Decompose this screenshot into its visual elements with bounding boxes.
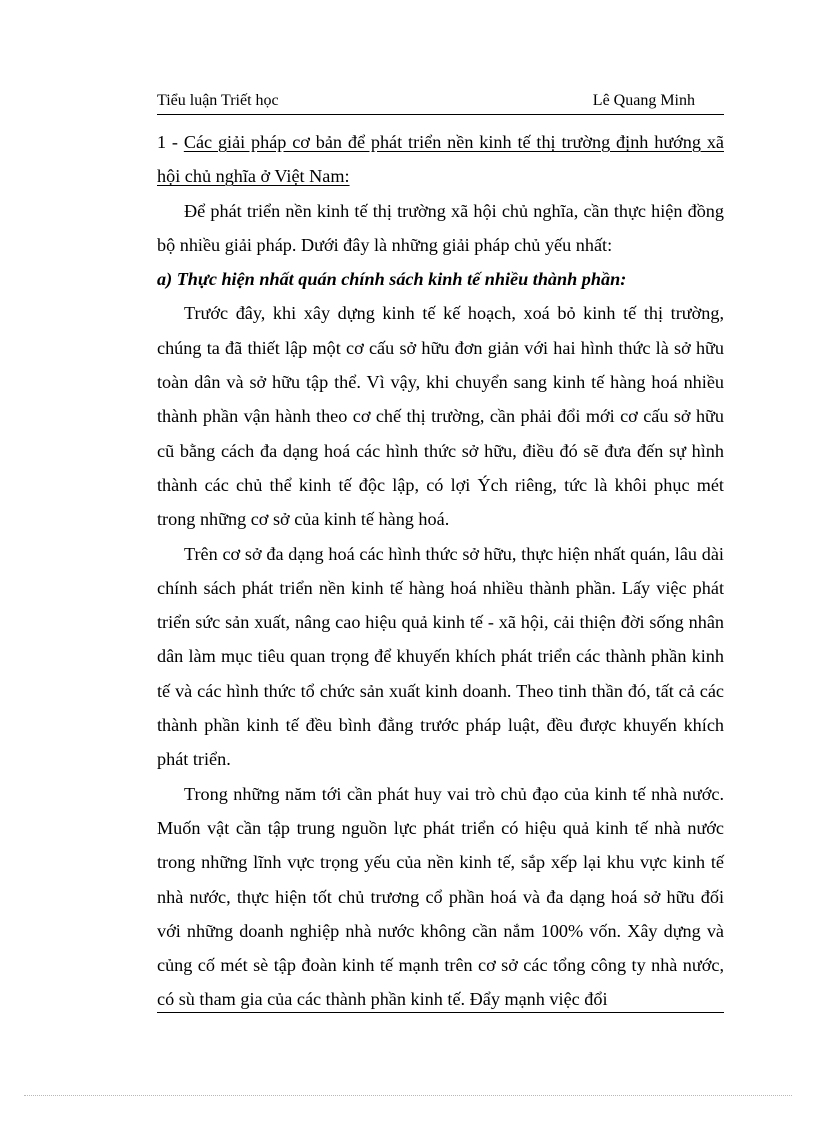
page-header [157, 89, 724, 113]
page-body [157, 125, 724, 1017]
paragraph-1: Trước đây, khi xây dựng kinh tế kế hoạch, xoá bỏ kinh tế thị trường, chúng ta đã thiết lập một cơ cấu sở hữu đơn giản với hai hình thức là sở hữu toàn dân và sở hữu tập thể. Vì vậy, khi chuyển sang kinh tế hàng hoá nhiều thành phần vận hành theo cơ chế thị trường, cần phải đổi mới cơ cấu sở hữu cũ bằng cách đa dạng hoá các hình thức sở hữu, điều đó sẽ đưa đến sự hình thành các chủ thể kinh tế độc lập, có lợi Ých riêng, tức là khôi phục mét trong những cơ sở của kinh tế hàng hoá. [157, 303, 724, 530]
page-bottom-dotted-line [24, 1095, 792, 1096]
header-document-title: Tiểu luận Triết học [157, 92, 279, 109]
header-divider [157, 114, 724, 115]
section-title: Các giải pháp cơ bản để phát triển nền kinh tế thị trường định hướng xã hội chủ nghĩa ở Việt Nam: [157, 132, 724, 187]
paragraph-3: Trong những năm tới cần phát huy vai trò chủ đạo của kinh tế nhà nước. Muốn vật cần tập trung nguồn lực phát triển có hiệu quả kinh tế nhà nước trong những lĩnh vực trọng yếu của nền kinh tế, sắp xếp lại khu vực kinh tế nhà nước, thực hiện tốt chủ trương cổ phần hoá và đa dạng hoá sở hữu đối với những doanh nghiệp nhà nước không cần nắm 100% vốn. Xây dựng và củng cố mét sè tập đoàn kinh tế mạnh trên cơ sở các tổng công ty nhà nước, có sù tham gia của các thành phần kinh tế. Đẩy mạnh việc đổi [157, 783, 724, 1010]
document-page [157, 0, 724, 1123]
paragraph-2: Trên cơ sở đa dạng hoá các hình thức sở hữu, thực hiện nhất quán, lâu dài chính sách phát triển nền kinh tế hàng hoá nhiều thành phần. Lấy việc phát triển sức sản xuất, nâng cao hiệu quả kinh tế - xã hội, cải thiện đời sống nhân dân làm mục tiêu quan trọng để khuyến khích phát triển các thành phần kinh tế và các hình thức tổ chức sản xuất kinh doanh. Theo tinh thần đó, tất cả các thành phần kinh tế đều bình đẳng trước pháp luật, đều được khuyến khích phát triển. [157, 543, 724, 770]
intro-paragraph: Để phát triển nền kinh tế thị trường xã hội chủ nghĩa, cần thực hiện đồng bộ nhiều giải pháp. Dưới đây là những giải pháp chủ yếu nhất: [157, 200, 724, 255]
footer-divider [157, 1012, 724, 1013]
section-heading [157, 125, 724, 194]
header-author: Lê Quang Minh [592, 92, 695, 109]
section-number: 1 - [157, 132, 184, 152]
subheading-a: a) Thực hiện nhất quán chính sách kinh tế nhiều thành phần: [157, 269, 627, 290]
